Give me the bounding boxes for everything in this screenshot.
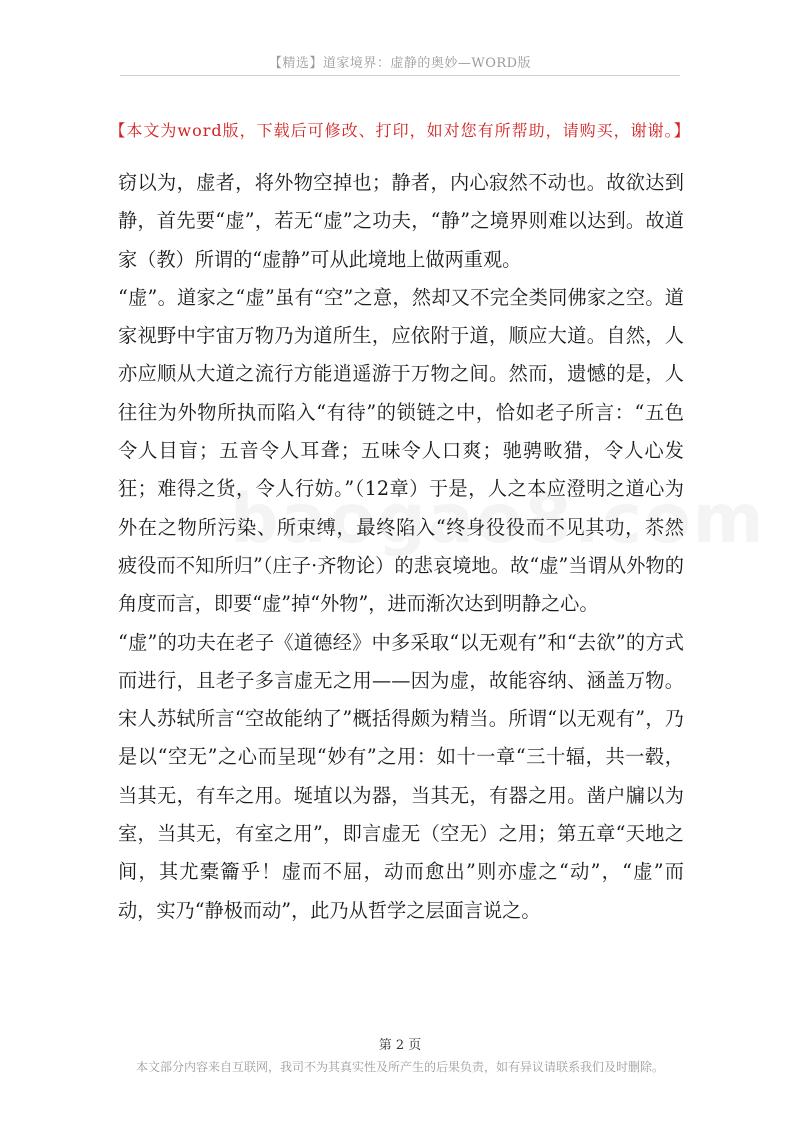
paragraph-xu-meaning: “虚”。道家之“虚”虽有“空”之意，然却又不完全类同佛家之空。道家视野中宇宙万物乃为道所生，应依附于道，顺应大道。自然，人亦应顺从大道之流行方能逍遥游于万物之间。然而，遗憾的是，人往往为外物所执而陷入“有待”的锁链之中，恰如老子所言：“五色令人目盲；五音令人耳聋；五味令人口爽；驰骋畋猎，令人心发狂；难得之货，令人行妨。”（12章）于是，人之本应澄明之道心为外在之物所污染、所束缚，最终陷入“终身役役而不见其功，苶然疲役而不知所归”（庄子·齐物论）的悲哀境地。故“虚”当谓从外物的角度而言，即要“虚”掉“外物”，进而渐次达到明静之心。 [118, 285, 684, 616]
header-divider [120, 75, 680, 76]
paragraph-intro: 窃以为，虚者，将外物空掉也；静者，内心寂然不动也。故欲达到静，首先要“虚”，若无“虚”之功夫，“静”之境界则难以达到。故道家（教）所谓的“虚静”可从此境地上做两重观。 [118, 171, 684, 271]
page-number: 第 2 页 [378, 1038, 422, 1053]
word-version-notice: 【本文为word版，下载后可修改、打印，如对您有所帮助，请购买，谢谢。】 [109, 121, 691, 140]
page-header: 【精选】道家境界：虚静的奥妙—WORD版 [268, 56, 532, 71]
document-body [118, 164, 684, 930]
paragraph-xu-method: “虚”的功夫在老子《道德经》中多采取“以无观有”和“去欲”的方式而进行，且老子多言虚无之用——因为虚，故能容纳、涵盖万物。宋人苏轼所言“空故能纳了”概括得颇为精当。所谓“以无观有”，乃是以“空无”之心而呈现“妙有”之用：如十一章“三十辐，共一毂，当其无，有车之用。埏埴以为器，当其无，有器之用。凿户牖以为室，当其无，有室之用”，即言虚无（空无）之用；第五章“天地之间，其尤橐籥乎！虚而不屈，动而愈出”则亦虚之“动”，“虚”而动，实乃“静极而动”，此乃从哲学之层面言说之。 [118, 630, 684, 922]
footer-disclaimer: 本文部分内容来自互联网，我司不为其真实性及所产生的后果负责，如有异议请联系我们及时删除。 [135, 1060, 664, 1074]
